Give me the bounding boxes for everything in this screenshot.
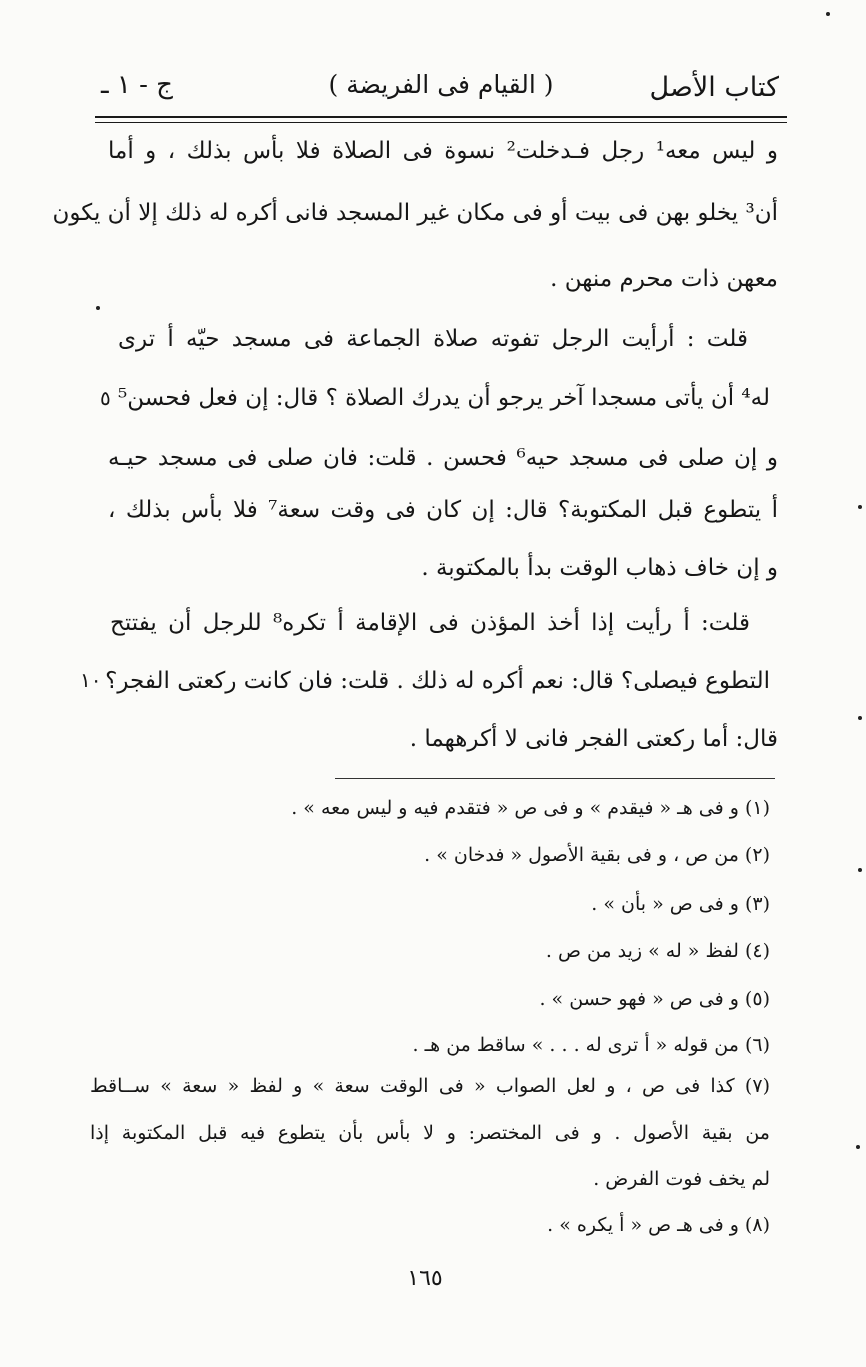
- text-line: قلت : أرأيت الرجل تفوته صلاة الجماعة فى مسجد حيّه أ ترى: [118, 326, 748, 352]
- line-number: ١٠: [80, 668, 102, 692]
- scan-speck: [856, 1145, 860, 1149]
- volume-number: ج - ١ ـ: [101, 70, 173, 100]
- page-number: ١٦٥: [407, 1266, 443, 1291]
- text-line: قلت: أ رأيت إذا أخذ المؤذن فى الإقامة أ تكره⁸ للرجل أن يفتتح: [110, 610, 750, 636]
- scan-speck: [858, 716, 862, 720]
- footnote: لم يخف فوت الفرض .: [593, 1168, 770, 1190]
- text-line: التطوع فيصلى؟ قال: نعم أكره له ذلك . قلت: فان كانت ركعتى الفجر؟: [105, 668, 770, 694]
- footnote: (٣) و فى ص « بأن » .: [591, 893, 770, 915]
- footnote: (٥) و فى ص « فهو حسن » .: [539, 988, 770, 1010]
- footnote: (٧) كذا فى ص ، و لعل الصواب « فى الوقت سعة » و لفظ « سعة » ســاقط: [90, 1075, 770, 1097]
- text-line: أن³ يخلو بهن فى بيت أو فى مكان غير المسجد فانى أكره له ذلك إلا أن يكون: [52, 200, 778, 226]
- section-title: ( القيام فى الفريضة ): [328, 70, 554, 99]
- scan-speck: [858, 505, 862, 509]
- text-line: و إن خاف ذهاب الوقت بدأ بالمكتوبة .: [421, 555, 778, 581]
- text-line: أ يتطوع قبل المكتوبة؟ قال: إن كان فى وقت سعة⁷ فلا بأس بذلك ،: [108, 497, 778, 523]
- footnote: (٢) من ص ، و فى بقية الأصول « فدخان » .: [424, 844, 770, 866]
- footnote-separator: [335, 778, 775, 779]
- line-number: ٥: [100, 386, 111, 410]
- running-header: [95, 62, 787, 114]
- header-rule-thin: [95, 122, 787, 123]
- text-line: معهن ذات محرم منهن .: [550, 266, 778, 292]
- footnote: (٦) من قوله « أ ترى له . . . » ساقط من هـ .: [412, 1034, 770, 1056]
- text-line: و ليس معه¹ رجل فـدخلت² نسوة فى الصلاة فلا بأس بذلك ، و أما: [108, 138, 778, 164]
- book-title: كتاب الأصل: [649, 72, 779, 103]
- scan-speck: [826, 12, 830, 16]
- scan-speck: [858, 868, 862, 872]
- footnote: (١) و فى هـ « فيقدم » و فى ص « فتقدم فيه و ليس معه » .: [291, 797, 770, 819]
- text-line: قال: أما ركعتى الفجر فانى لا أكرههما .: [409, 726, 778, 752]
- scan-speck: [96, 306, 100, 310]
- footnote: (٨) و فى هـ ص « أ يكره » .: [547, 1214, 770, 1236]
- footnote: من بقية الأصول . و فى المختصر: و لا بأس بأن يتطوع فيه قبل المكتوبة إذا: [90, 1122, 770, 1144]
- header-rule-thick: [95, 116, 787, 118]
- text-line: له⁴ أن يأتى مسجدا آخر يرجو أن يدرك الصلاة ؟ قال: إن فعل فحسن⁵: [117, 385, 770, 411]
- text-line: و إن صلى فى مسجد حيه⁶ فحسن . قلت: فان صلى فى مسجد حيـه: [108, 445, 779, 471]
- footnote: (٤) لفظ « له » زيد من ص .: [545, 940, 770, 962]
